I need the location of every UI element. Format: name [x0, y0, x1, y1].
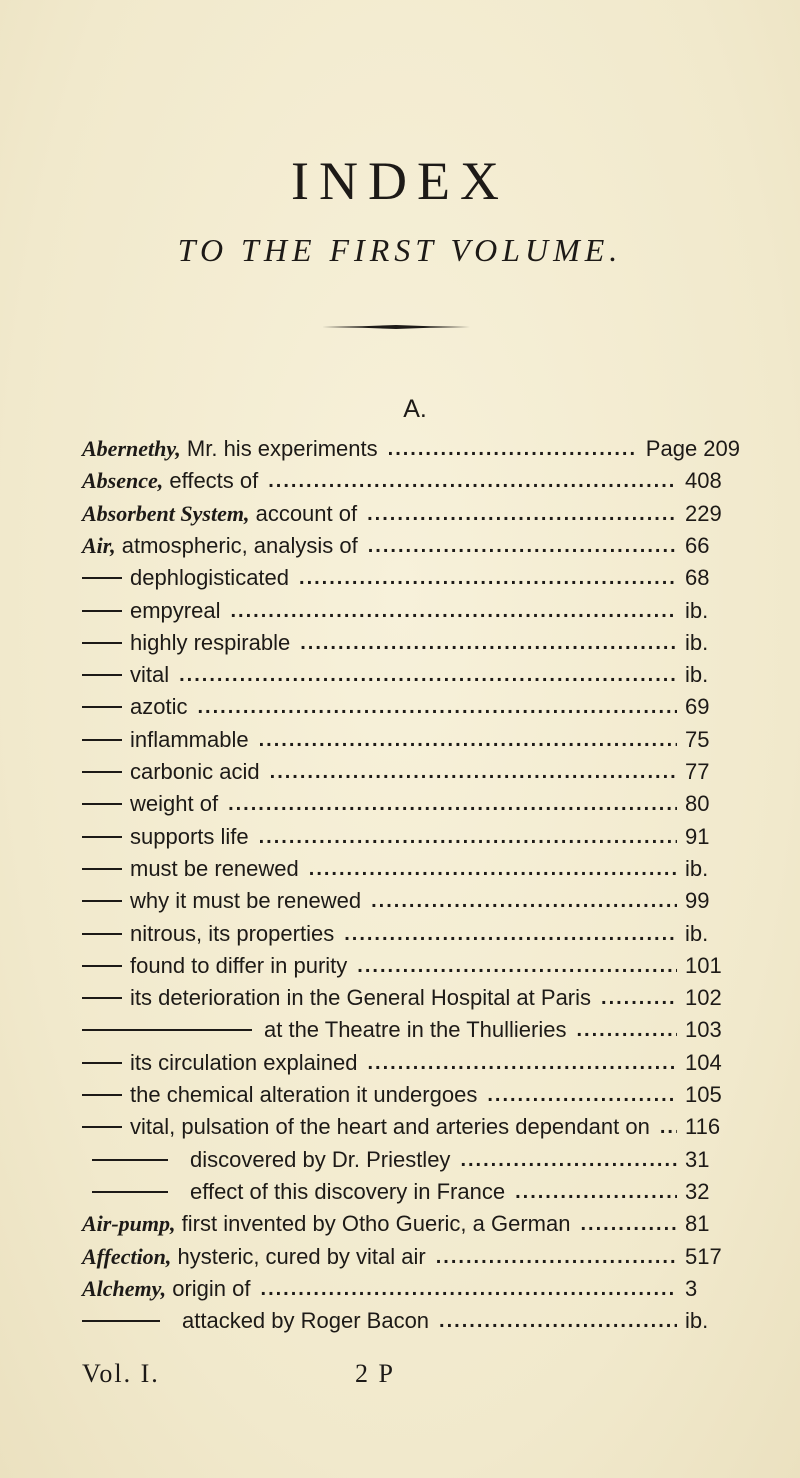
page-reference: Page 209 [645, 436, 740, 461]
page-reference: 517 [685, 1243, 722, 1269]
index-entry [82, 1273, 740, 1305]
page-reference: 77 [685, 759, 710, 784]
index-entry [82, 433, 740, 465]
index-entry [82, 1208, 740, 1240]
entry-text: Mr. his experiments [180, 436, 378, 461]
ditto-dash [82, 706, 122, 708]
index-entry [82, 691, 740, 723]
entry-text: attacked by Roger Bacon [182, 1308, 430, 1334]
ditto-dash [82, 900, 122, 902]
page-reference: ib. [685, 629, 709, 655]
page-reference: 75 [685, 726, 710, 752]
page-reference: 80 [685, 791, 710, 817]
entry-text: highly respirable [130, 629, 291, 655]
dot-leader [388, 433, 638, 465]
entry-text: effects of [163, 468, 259, 494]
dot-leader [270, 756, 677, 788]
ditto-dash [92, 1159, 168, 1161]
dot-leader [259, 821, 677, 853]
page-reference: 81 [685, 1211, 710, 1237]
page-reference: 68 [685, 565, 710, 591]
ditto-dash [82, 771, 122, 773]
dot-leader [268, 465, 677, 497]
dot-leader [439, 1305, 677, 1337]
page-reference: 69 [685, 694, 710, 720]
dot-leader [367, 1047, 677, 1079]
index-entry [82, 1047, 740, 1079]
page-reference: 103 [685, 1017, 722, 1043]
page-reference: 104 [685, 1049, 722, 1075]
dot-leader [580, 1208, 677, 1240]
ditto-dash [82, 739, 122, 741]
page-reference: ib. [685, 920, 709, 946]
ditto-dash [82, 868, 122, 870]
index-entry [82, 756, 740, 788]
entry-text: its deterioration in the General Hospital at Paris [130, 985, 592, 1011]
page-reference: ib. [685, 597, 709, 623]
index-entry [82, 659, 740, 691]
index-entry [82, 1079, 740, 1111]
page-reference: ib. [685, 1308, 709, 1334]
entry-text: carbonic acid [130, 759, 260, 784]
entry-text: weight of [130, 791, 219, 817]
dot-leader [436, 1241, 677, 1273]
index-entry [82, 627, 740, 659]
page-reference: 101 [685, 952, 722, 978]
index-entry [82, 1111, 740, 1143]
index-entry [82, 724, 740, 756]
ditto-dash [82, 610, 122, 612]
ditto-dash [82, 997, 122, 999]
index-entry [82, 853, 740, 885]
page-reference: 3 [685, 1275, 698, 1301]
volume-label: Vol. I. [82, 1359, 160, 1388]
entry-text: empyreal [130, 597, 221, 623]
entry-heading: Affection, [82, 1243, 172, 1269]
dot-leader [228, 788, 677, 820]
dot-leader [259, 724, 677, 756]
ditto-dash [82, 1126, 122, 1128]
page-reference: 116 [685, 1114, 721, 1140]
index-entry [82, 1241, 740, 1273]
ditto-dash [82, 1062, 122, 1064]
page-reference: 66 [685, 532, 710, 558]
ditto-dash [82, 674, 122, 676]
ditto-dash [82, 836, 122, 838]
index-entry [82, 562, 740, 594]
entry-text: nitrous, its properties [130, 920, 335, 946]
ditto-dash [82, 577, 122, 579]
entry-heading: Air, [82, 532, 116, 558]
ditto-dash [82, 1029, 252, 1031]
ditto-dash [82, 803, 122, 805]
index-entry [82, 1014, 740, 1046]
index-title: INDEX [291, 151, 509, 211]
dot-leader [299, 562, 677, 594]
ditto-dash [82, 642, 122, 644]
dot-leader [261, 1273, 677, 1305]
decorative-rule [322, 325, 470, 328]
entry-text: atmospheric, analysis of [115, 532, 358, 558]
index-entry [82, 982, 740, 1014]
page-reference: 31 [685, 1146, 710, 1172]
index-entry [82, 1176, 740, 1208]
page-reference: 32 [685, 1178, 710, 1204]
ditto-dash [82, 933, 122, 935]
entry-text: the chemical alteration it undergoes [130, 1082, 478, 1107]
entry-text: dephlogisticated [130, 565, 290, 591]
ditto-dash [92, 1191, 168, 1193]
dot-leader [368, 530, 677, 562]
page-reference: 102 [685, 985, 722, 1011]
index-entry [82, 498, 740, 530]
dot-leader [179, 659, 677, 691]
page-reference: ib. [685, 662, 709, 688]
index-subtitle: TO THE FIRST VOLUME. [177, 232, 623, 268]
index-entry [82, 885, 740, 917]
index-entry [82, 530, 740, 562]
dot-leader [344, 918, 677, 950]
entry-heading: Absorbent System, [82, 500, 250, 526]
entry-text: discovered by Dr. Priestley [190, 1146, 451, 1172]
entry-text: found to differ in purity [130, 952, 348, 978]
dot-leader [515, 1176, 677, 1208]
ditto-dash [82, 965, 122, 967]
dot-leader [460, 1144, 677, 1176]
dot-leader [357, 950, 677, 982]
entry-text: vital [130, 662, 170, 688]
entry-heading: Alchemy, [82, 1275, 167, 1301]
dot-leader [197, 691, 677, 723]
entry-text: azotic [130, 694, 188, 720]
entry-text: inflammable [130, 726, 249, 752]
signature-mark: 2 P [355, 1359, 395, 1388]
entry-text: supports life [130, 823, 249, 849]
index-entry [82, 918, 740, 950]
entry-text: vital, pulsation of the heart and arteries dependant on [130, 1114, 650, 1140]
page-reference: 99 [685, 888, 710, 914]
page-reference: 105 [685, 1082, 722, 1107]
entry-text: at the Theatre in the Thullieries [264, 1017, 567, 1043]
entry-text: hysteric, cured by vital air [171, 1243, 426, 1269]
index-entry [82, 950, 740, 982]
entry-text: account of [249, 500, 358, 526]
entry-heading: Air-pump, [82, 1211, 176, 1237]
index-entry [82, 595, 740, 627]
entry-text: first invented by Otho Gueric, a German [175, 1211, 571, 1237]
entry-text: effect of this discovery in France [190, 1178, 506, 1204]
entry-text: its circulation explained [130, 1049, 358, 1075]
dot-leader [660, 1111, 677, 1143]
section-letter: A. [403, 395, 427, 423]
ditto-dash [82, 1094, 122, 1096]
entry-heading: Abernethy, [82, 436, 181, 461]
page-reference: ib. [685, 855, 709, 881]
dot-leader [576, 1014, 677, 1046]
dot-leader [371, 885, 677, 917]
index-entry [82, 1144, 740, 1176]
index-entry [82, 788, 740, 820]
page-reference: 408 [685, 468, 722, 494]
page-reference: 229 [685, 500, 722, 526]
dot-leader [300, 627, 677, 659]
dot-leader [487, 1079, 677, 1111]
entry-heading: Absence, [82, 468, 164, 494]
dot-leader [309, 853, 677, 885]
entry-text: must be renewed [130, 855, 299, 881]
dot-leader [230, 595, 677, 627]
dot-leader [367, 498, 677, 530]
page-reference: 91 [685, 823, 710, 849]
dot-leader [601, 982, 677, 1014]
entry-text: why it must be renewed [130, 888, 362, 914]
index-entry [82, 821, 740, 853]
ditto-dash [82, 1320, 160, 1322]
index-entry [82, 1305, 740, 1337]
entry-text: origin of [166, 1275, 251, 1301]
index-entry [82, 465, 740, 497]
